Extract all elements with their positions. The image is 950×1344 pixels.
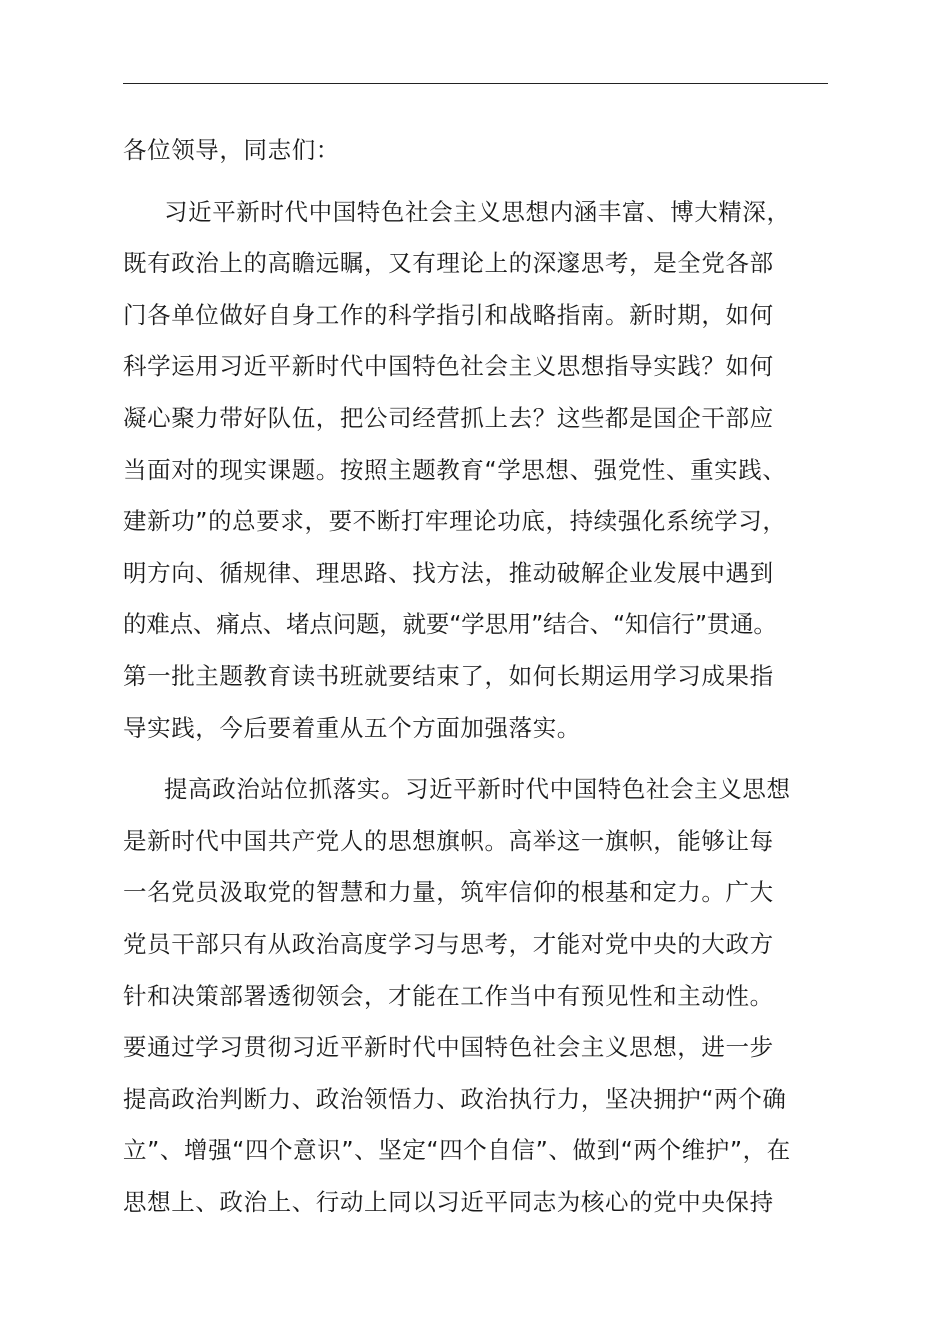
salutation: 各位领导，同志们：	[123, 136, 340, 164]
paragraph-line: 导实践，今后要着重从五个方面加强落实。	[123, 713, 581, 742]
paragraph-line: 的难点、痛点、堵点问题，就要“学思用”结合、“知信行”贯通。	[123, 610, 777, 639]
paragraph-line: 凝心聚力带好队伍，把公司经营抓上去？这些都是国企干部应	[123, 403, 774, 432]
paragraph-intro	[123, 187, 828, 755]
paragraph-line: 明方向、循规律、理思路、找方法，推动破解企业发展中遇到	[123, 558, 774, 587]
paragraph-line: 既有政治上的高瞻远瞩，又有理论上的深邃思考，是全党各部	[123, 249, 774, 278]
paragraph-line: 立”、增强“四个意识”、坚定“四个自信”、做到“两个维护”，在	[123, 1136, 791, 1165]
paragraph-line: 提高政治判断力、政治领悟力、政治执行力，坚决拥护“两个确	[123, 1084, 787, 1113]
paragraph-line: 思想上、政治上、行动上同以习近平同志为核心的党中央保持	[123, 1187, 774, 1216]
paragraph-line: 针和决策部署透彻领会，才能在工作当中有预见性和主动性。	[123, 981, 774, 1010]
paragraph-line: 提高政治站位抓落实。习近平新时代中国特色社会主义思想	[164, 775, 791, 804]
paragraph-line: 习近平新时代中国特色社会主义思想内涵丰富、博大精深，	[164, 197, 791, 226]
paragraph-line: 科学运用习近平新时代中国特色社会主义思想指导实践？如何	[123, 352, 774, 381]
paragraph-gap	[123, 754, 828, 764]
paragraph-line: 门各单位做好自身工作的科学指引和战略指南。新时期，如何	[123, 300, 774, 329]
paragraph-line: 建新功”的总要求，要不断打牢理论功底，持续强化系统学习，	[123, 507, 787, 536]
paragraph-line: 党员干部只有从政治高度学习与思考，才能对党中央的大政方	[123, 929, 774, 958]
paragraph-line: 当面对的现实课题。按照主题教育“学思想、强党性、重实践、	[123, 455, 787, 484]
header-rule	[123, 83, 828, 84]
paragraph-line: 是新时代中国共产党人的思想旗帜。高举这一旗帜，能够让每	[123, 826, 774, 855]
document-body	[123, 125, 828, 1228]
paragraph-line: 第一批主题教育读书班就要结束了，如何长期运用学习成果指	[123, 661, 774, 690]
paragraph-political-stance	[123, 764, 828, 1228]
paragraph-line: 要通过学习贯彻习近平新时代中国特色社会主义思想，进一步	[123, 1033, 774, 1062]
paragraph-gap	[123, 177, 828, 187]
paragraph-line: 一名党员汲取党的智慧和力量，筑牢信仰的根基和定力。广大	[123, 878, 774, 907]
